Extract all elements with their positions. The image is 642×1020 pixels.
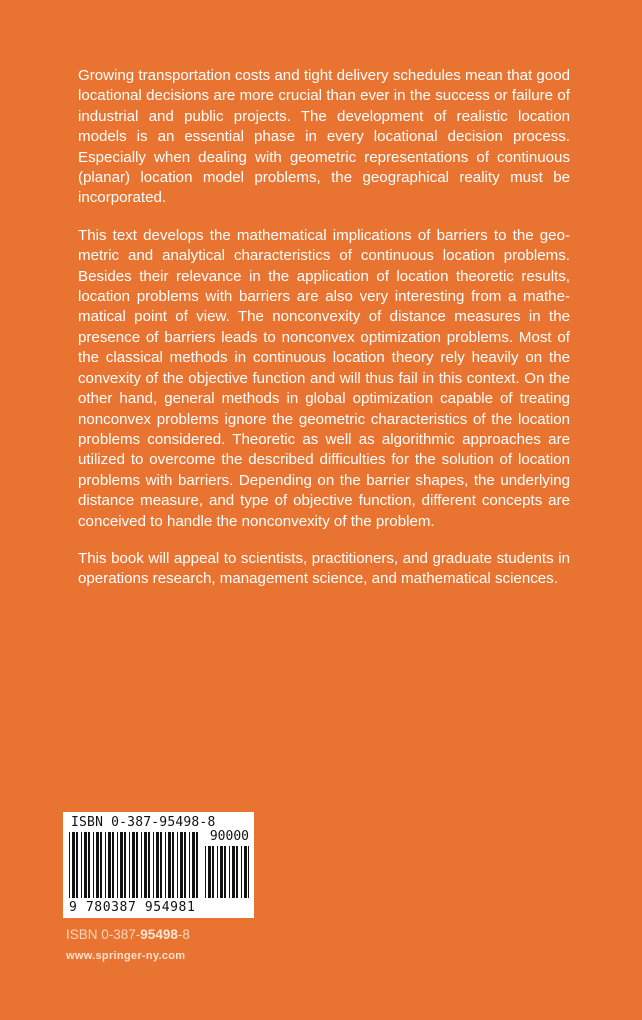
barcode-bar (244, 846, 247, 898)
blurb-paragraph-2: This text develops the mathematical implications of barriers to the geometric and analytical characteristics of continuous location problems. Besides their relevance in the application of location theoretic results, location problems with barriers are also very interesting from a mathematical point of view. The nonconvexity of distance measures in the presence of barriers leads to nonconvex optimization problems. Most of the classical methods in continuous location theory rely heavily on the convexity of the objective function and will thus fail in this context. On the other hand, general methods in global optimization capable of treating nonconvex problems ignore the geometric characteristics of the location problems considered. Theoretic as well as algorithmic approaches are utilized to overcome the described difficulties for the solution of location problems with barriers. Depending on the barrier shapes, the underlying distance measure, and type of objective function, different concepts are conceived to handle the nonconvexity of the problem. (78, 226, 570, 530)
barcode-bar (220, 846, 223, 898)
barcode-bar (88, 832, 90, 898)
barcode-bar (192, 832, 195, 898)
barcode-bar (205, 846, 206, 898)
barcode-bar (69, 832, 70, 898)
barcode-ean-digits: 9 780387 954981 (69, 900, 196, 915)
barcode-bar (76, 832, 78, 898)
isbn-prefix: ISBN 0-387- (66, 927, 141, 942)
barcode-bar (84, 832, 87, 898)
back-cover-blurb (78, 66, 570, 607)
barcode-bar (212, 846, 214, 898)
isbn-bold-part: 95498 (140, 927, 178, 942)
barcode-bar (132, 832, 135, 898)
barcode-bar (120, 832, 123, 898)
barcode-bar (172, 832, 174, 898)
barcode-price-code: 90000 (209, 829, 249, 844)
barcode-bar (93, 832, 94, 898)
barcode-bar (236, 846, 238, 898)
barcode-bar (148, 832, 150, 898)
barcode-bar (129, 832, 130, 898)
barcode-bar (96, 832, 99, 898)
barcode-box (63, 812, 254, 918)
barcode-bar (184, 832, 186, 898)
barcode-bar (136, 832, 138, 898)
barcode-bar (165, 832, 166, 898)
isbn-suffix: -8 (177, 927, 190, 942)
isbn-line (66, 927, 190, 942)
barcode-bar (156, 832, 159, 898)
barcode-bar (229, 846, 230, 898)
barcode-isbn-label: ISBN 0-387-95498-8 (71, 815, 216, 830)
barcode-bar (100, 832, 102, 898)
blurb-paragraph-1: Growing transportation costs and tight delivery schedules mean that good locational decisions are more crucial than ever in the success or failure of industrial and public projects. The development of realistic location models is an essential phase in every locational decision process. Especially when dealing with geometric representations of continuous (planar) location model problems, the geographical reality must be incorporated. (78, 67, 570, 207)
barcode-bar (72, 832, 75, 898)
barcode-bar (208, 846, 211, 898)
barcode-bar (196, 832, 198, 898)
barcode-bar (168, 832, 171, 898)
barcode-bar (189, 832, 190, 898)
barcode-bar (105, 832, 106, 898)
barcode-bar (108, 832, 111, 898)
blurb-paragraph-3: This book will appeal to scientists, practitioners, and graduate students in operations research, management science, and mathematical sciences. (78, 549, 570, 588)
barcode-bar (160, 832, 162, 898)
barcode-bar (180, 832, 183, 898)
barcode-bar (177, 832, 178, 898)
barcode-bar (112, 832, 114, 898)
barcode-bar (124, 832, 126, 898)
barcode-bar (217, 846, 218, 898)
barcode-bar (117, 832, 118, 898)
barcode-bar (224, 846, 226, 898)
barcode-bar (248, 846, 249, 898)
barcode-bar (241, 846, 242, 898)
barcode-bar (81, 832, 82, 898)
barcode-bar (153, 832, 154, 898)
barcode-bar (144, 832, 147, 898)
barcode-bar (141, 832, 142, 898)
barcode-bar (232, 846, 235, 898)
publisher-website: www.springer-ny.com (66, 950, 186, 962)
